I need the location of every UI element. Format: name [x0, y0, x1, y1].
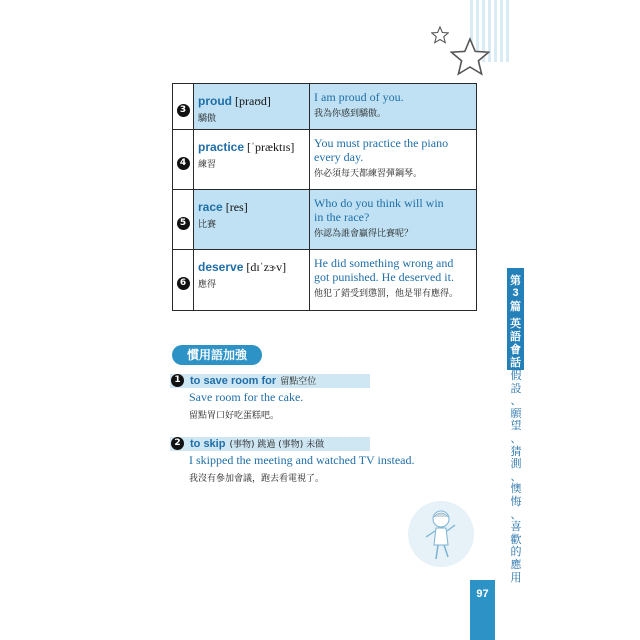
chapter-section-char: 會 [510, 343, 521, 356]
idioms-title: 慣用語加強 [172, 345, 262, 365]
chapter-subtitle-char: 悔 [510, 494, 522, 508]
example-chinese: 我為你感到驕傲。 [314, 109, 387, 119]
chapter-subtitle-char: 用 [510, 570, 522, 584]
vocab-word: race [198, 200, 223, 214]
idiom-heading [190, 374, 316, 387]
page-number-tab [470, 580, 495, 640]
chapter-subtitle-char: 猜 [510, 444, 522, 458]
vocab-table [172, 83, 477, 311]
vocab-ipa: [dɪˈzɝv] [246, 260, 287, 274]
chapter-number: 3 [512, 287, 519, 299]
chapter-subtitle-char: 應 [510, 557, 522, 571]
chapter-subtitle-char: 的 [510, 545, 522, 559]
example-english: He did something wrong and [314, 256, 454, 270]
idiom-phrase: to save room for [190, 375, 277, 387]
row-number: 6 [177, 277, 190, 290]
vocab-word: deserve [198, 260, 244, 274]
chapter-subtitle-char: 設 [510, 381, 522, 395]
chapter-subtitle-char: 假 [510, 369, 522, 382]
idiom-example-english: I skipped the meeting and watched TV instead. [189, 453, 415, 467]
chapter-subtitle-char: 、 [510, 431, 522, 445]
chapter-subtitle-char: 、 [510, 394, 522, 408]
example-english: I am proud of you. [314, 90, 404, 104]
chapter-section-title [507, 317, 524, 369]
vocab-row [173, 190, 477, 250]
figure-illustration-icon [408, 501, 474, 567]
idiom-phrase: to skip [190, 438, 226, 450]
vocab-word: practice [198, 140, 245, 154]
vocab-meaning: 驕傲 [198, 114, 217, 124]
vocab-ipa: [res] [225, 200, 248, 214]
vocab-row [173, 130, 477, 190]
chapter-subtitle-char: 歡 [510, 532, 522, 546]
vocab-ipa: [ˈpræktɪs] [247, 140, 295, 154]
chapter-subtitle-char: 喜 [510, 520, 522, 534]
example-english: got punished. He deserved it. [314, 270, 454, 284]
vocab-meaning: 比賽 [198, 220, 217, 230]
chapter-subtitle-char: 、 [510, 469, 522, 483]
large-star-icon [450, 37, 490, 77]
idiom-example-chinese: 我沒有參加會議，跑去看電視了。 [189, 474, 325, 484]
idiom-example-english: Save room for the cake. [189, 390, 304, 404]
chapter-section-char: 話 [510, 356, 521, 369]
chapter-subtitle-char: 測 [510, 457, 522, 471]
small-star-icon [431, 26, 449, 44]
idiom-number: 2 [171, 437, 184, 450]
vocab-meaning: 練習 [198, 160, 217, 170]
example-english: You must practice the piano [314, 136, 449, 150]
chapter-section-char: 英 [510, 317, 521, 330]
chapter-section-char: 語 [510, 330, 521, 343]
vocab-ipa: [praʊd] [235, 94, 271, 108]
idiom-meaning: (事物) 跳過 (事物) 未做 [229, 440, 325, 450]
row-number: 5 [177, 217, 190, 230]
example-english: Who do you think will win [314, 196, 444, 210]
row-number: 4 [177, 157, 190, 170]
decorative-figure [408, 501, 474, 567]
vocab-row [173, 250, 477, 311]
idiom-example-chinese: 留點胃口好吃蛋糕吧。 [189, 411, 280, 421]
idiom-meaning: 留點空位 [280, 377, 317, 387]
example-chinese: 你認為誰會贏得比賽呢？ [314, 229, 414, 239]
idiom-heading [190, 437, 324, 450]
chapter-label-bottom: 篇 [510, 300, 521, 313]
chapter-subtitle-char: 願 [510, 406, 522, 420]
chapter-tab [507, 268, 524, 370]
example-chinese: 你必須每天都練習彈鋼琴。 [314, 169, 423, 179]
idiom-number: 1 [171, 374, 184, 387]
row-number: 3 [177, 104, 190, 117]
chapter-subtitle [509, 369, 523, 584]
chapter-subtitle-char: 望 [510, 419, 522, 433]
chapter-label-top: 第 [510, 274, 521, 287]
vocab-word: proud [198, 94, 232, 108]
chapter-subtitle-char: 懊 [510, 482, 522, 496]
example-chinese: 他犯了錯受到懲罰，他是罪有應得。 [314, 289, 459, 299]
example-english: in the race? [314, 210, 370, 224]
page-number: 97 [476, 588, 489, 600]
example-english: every day. [314, 150, 364, 164]
chapter-subtitle-char: 、 [510, 507, 522, 521]
vocab-row [173, 84, 477, 130]
vocab-meaning: 應得 [198, 280, 217, 290]
